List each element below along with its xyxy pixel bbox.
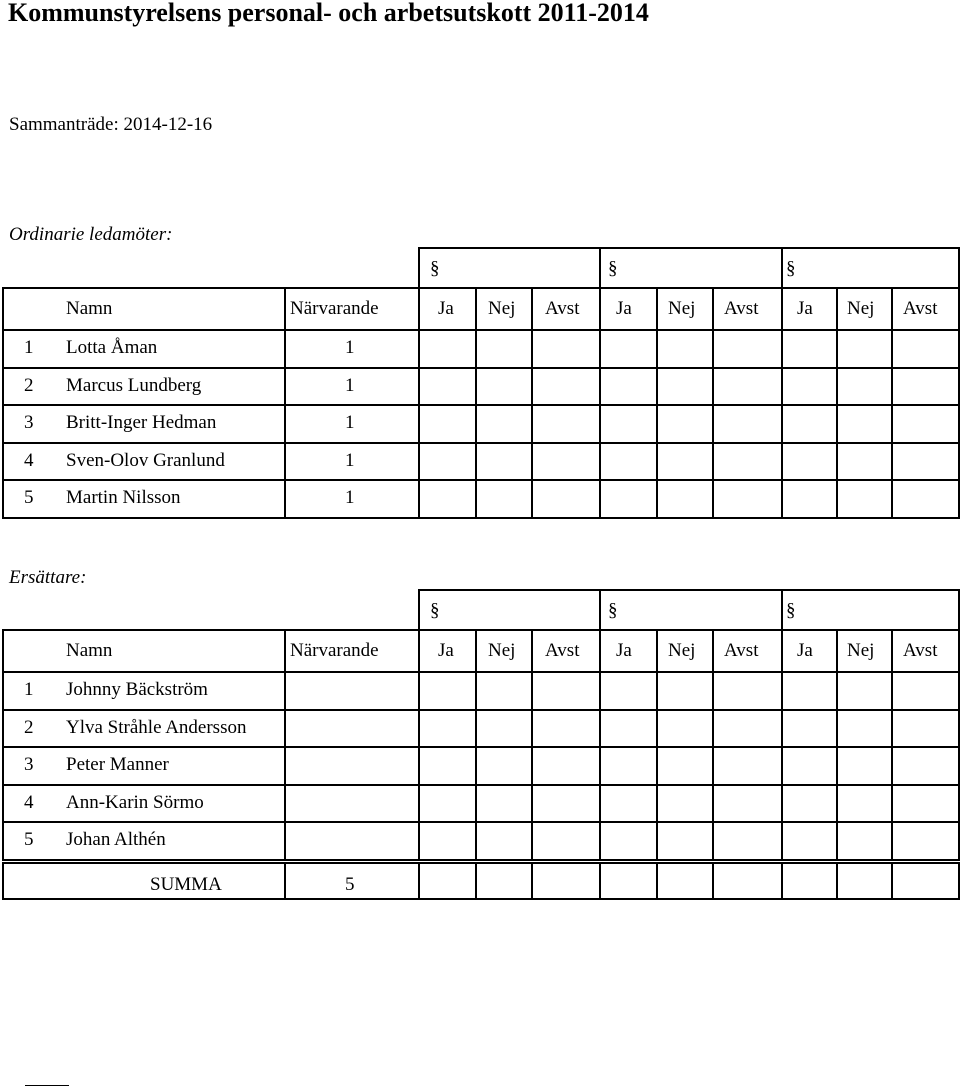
column-header: Avst (903, 298, 938, 319)
summa-value: 5 (345, 874, 355, 895)
paragraph-sign-3: § (786, 600, 796, 621)
member-name: Marcus Lundberg (66, 375, 202, 396)
column-header: Avst (724, 640, 759, 661)
member-name: Peter Manner (66, 754, 169, 775)
member-name: Sven-Olov Granlund (66, 450, 225, 471)
paragraph-sign-1: § (430, 600, 440, 621)
vote-column-rule (712, 629, 714, 861)
column-header: Avst (903, 640, 938, 661)
vote-column-rule (475, 629, 477, 861)
column-header: Nej (668, 640, 696, 661)
paragraph-sign-1: § (430, 258, 440, 279)
member-name: Britt-Inger Hedman (66, 412, 217, 433)
vote-column-rule (531, 629, 533, 861)
vote-column-rule (531, 287, 533, 519)
ordinarie-heading: Ordinarie ledamöter: (9, 224, 173, 245)
column-header-top (2, 287, 960, 289)
column-header: Ja (438, 640, 454, 661)
row-number: 1 (24, 337, 34, 358)
summa-cell-rule (599, 862, 601, 900)
summa-cell-rule (656, 862, 658, 900)
column-header: Nej (847, 640, 875, 661)
paragraph-group-rule (418, 247, 420, 519)
paragraph-group-rule (599, 589, 601, 861)
summa-divider (284, 862, 286, 900)
row-number: 3 (24, 412, 34, 433)
present-count: 1 (345, 337, 355, 358)
paragraph-sign-2: § (608, 258, 618, 279)
column-header-bottom (2, 329, 960, 331)
column-header-top (2, 629, 960, 631)
table-left-edge (2, 287, 4, 519)
row-rule (2, 517, 960, 519)
paragraph-sign-3: § (786, 258, 796, 279)
paragraph-group-rule (781, 589, 783, 861)
row-number: 5 (24, 487, 34, 508)
vote-column-rule (656, 629, 658, 861)
footer-line (25, 1085, 69, 1086)
vote-column-rule (891, 287, 893, 519)
vote-column-rule (712, 287, 714, 519)
summa-label: SUMMA (150, 874, 222, 895)
column-header: Nej (668, 298, 696, 319)
column-header: Nej (488, 298, 516, 319)
column-header: Avst (545, 640, 580, 661)
column-header: Ja (797, 640, 813, 661)
row-rule (2, 709, 960, 711)
row-number: 4 (24, 450, 34, 471)
summa-top (2, 862, 960, 864)
column-header: Namn (66, 298, 113, 319)
row-rule (2, 746, 960, 748)
name-column-rule (284, 629, 286, 861)
summa-bottom (2, 898, 960, 900)
present-count: 1 (345, 412, 355, 433)
summa-cell-rule (531, 862, 533, 900)
column-header: Ja (438, 298, 454, 319)
summa-cell-rule (836, 862, 838, 900)
summa-cell-rule (475, 862, 477, 900)
summa-cell-rule (712, 862, 714, 900)
row-number: 4 (24, 792, 34, 813)
paragraph-sign-2: § (608, 600, 618, 621)
member-name: Ylva Stråhle Andersson (66, 717, 247, 738)
row-rule (2, 479, 960, 481)
row-number: 2 (24, 375, 34, 396)
row-rule (2, 404, 960, 406)
row-rule (2, 821, 960, 823)
paragraph-group-rule (418, 589, 420, 861)
column-header: Ja (616, 640, 632, 661)
summa-cell-rule (418, 862, 420, 900)
column-header-bottom (2, 671, 960, 673)
paragraph-group-rule (599, 247, 601, 519)
document-title: Kommunstyrelsens personal- och arbetsutskott 2011-2014 (8, 0, 649, 27)
paragraph-band-top (418, 589, 960, 591)
present-count: 1 (345, 487, 355, 508)
present-count: 1 (345, 375, 355, 396)
column-header: Ja (616, 298, 632, 319)
row-rule (2, 784, 960, 786)
row-number: 5 (24, 829, 34, 850)
column-header: Nej (847, 298, 875, 319)
column-header: Ja (797, 298, 813, 319)
member-name: Lotta Åman (66, 337, 158, 358)
meeting-date: Sammanträde: 2014-12-16 (9, 114, 213, 135)
column-header: Namn (66, 640, 113, 661)
name-column-rule (284, 287, 286, 519)
vote-column-rule (836, 629, 838, 861)
column-header: Avst (724, 298, 759, 319)
present-count: 1 (345, 450, 355, 471)
column-header: Nej (488, 640, 516, 661)
row-rule (2, 442, 960, 444)
summa-cell-rule (781, 862, 783, 900)
column-header: Avst (545, 298, 580, 319)
vote-column-rule (475, 287, 477, 519)
member-name: Johnny Bäckström (66, 679, 208, 700)
vote-column-rule (891, 629, 893, 861)
summa-cell-rule (891, 862, 893, 900)
row-number: 2 (24, 717, 34, 738)
member-name: Martin Nilsson (66, 487, 181, 508)
row-number: 3 (24, 754, 34, 775)
column-header: Närvarande (290, 298, 379, 319)
row-rule (2, 859, 960, 861)
paragraph-band-top (418, 247, 960, 249)
row-number: 1 (24, 679, 34, 700)
member-name: Johan Althén (66, 829, 166, 850)
member-name: Ann-Karin Sörmo (66, 792, 204, 813)
summa-left (2, 862, 4, 900)
table-left-edge (2, 629, 4, 861)
vote-column-rule (836, 287, 838, 519)
column-header: Närvarande (290, 640, 379, 661)
row-rule (2, 367, 960, 369)
ersattare-heading: Ersättare: (9, 567, 87, 588)
vote-column-rule (656, 287, 658, 519)
paragraph-group-rule (781, 247, 783, 519)
